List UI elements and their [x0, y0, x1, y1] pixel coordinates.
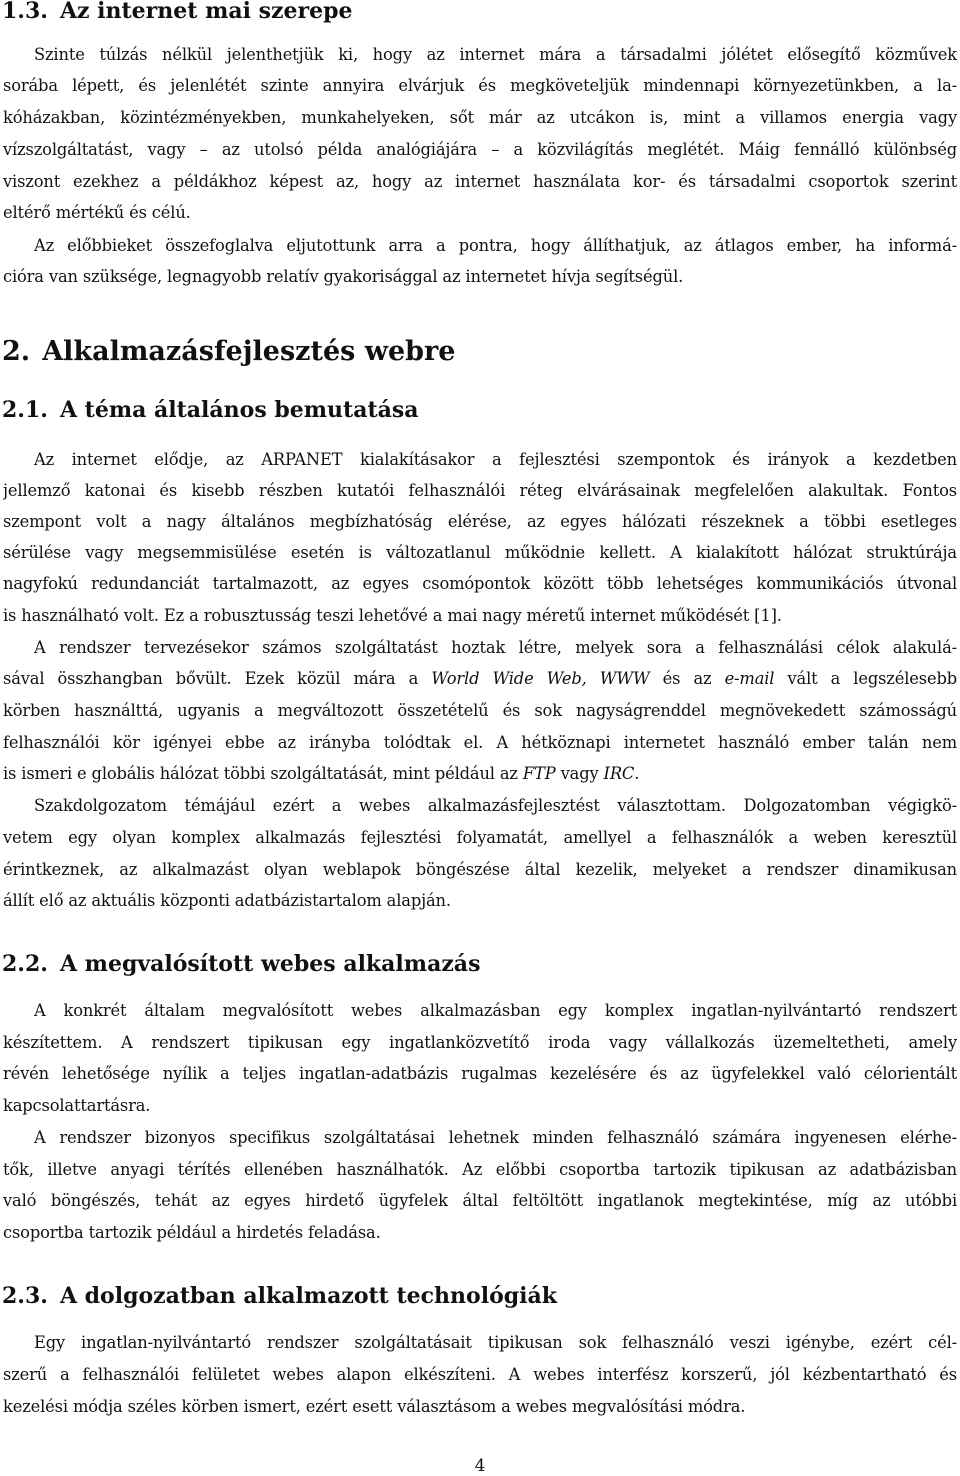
section-title: A megvalósított webes alkalmazás: [59, 951, 481, 977]
text-line: Szakdolgozatom témájául ezért a webes alkalmazásfejlesztést választottam. Dolgozatomban végigkö-: [34, 796, 957, 815]
text-line: kapcsolattartásra.: [3, 1096, 151, 1115]
text-line: körben használttá, ugyanis a megváltozott összetételű és sok nagyságrenddel megnövekedett számosságú: [3, 701, 957, 720]
section-heading-2-3: [2, 1283, 557, 1309]
text-line: nagyfokú redundanciát tartalmazott, az egyes csomópontok között több lehetséges kommunikációs útvonal: [3, 574, 957, 593]
term-email: e-mail: [724, 669, 775, 688]
text-line: viszont ezekhez a példákhoz képest az, hogy az internet használata kor- és társadalmi csoportok szerint: [3, 172, 957, 191]
text-line: révén lehetősége nyílik a teljes ingatlan-adatbázis rugalmas kezelésére és az ügyfelekkel való célorientált: [3, 1064, 957, 1083]
section-number: 2.1.: [2, 397, 48, 423]
section-heading-2-2: [2, 951, 480, 977]
text-line: eltérő mértékű és célú.: [3, 203, 191, 222]
text-line: Az internet elődje, az ARPANET kialakításakor a fejlesztési szempontok és irányok a kezdetben: [34, 450, 957, 469]
text-line: szerű a felhasználói felületet webes alapon elkészíteni. A webes interfész korszerű, jól kézbentartható és: [3, 1365, 957, 1384]
page-number: 4: [474, 1456, 486, 1476]
text-line: csoportba tartozik például a hirdetés feladása.: [3, 1223, 381, 1242]
text-line: tők, illetve anyagi térítés ellenében használhatók. Az előbbi csoportba tartozik tipikusan az adatbázisban: [3, 1160, 957, 1179]
text-line: cióra van szüksége, legnagyobb relatív gyakorisággal az internetet hívja segítségül.: [3, 267, 684, 286]
term-www: World Wide Web, WWW: [431, 669, 650, 688]
text-line: jellemző katonai és kisebb részben kutatói felhasználói réteg elvárásainak megfelelően alakultak. Fontos: [3, 481, 957, 500]
text-line: felhasználói kör igényei ebbe az irányba tolódtak el. A hétköznapi internetet használó ember talán nem: [3, 733, 957, 752]
section-title: A téma általános bemutatása: [59, 397, 419, 423]
term-irc: IRC: [603, 764, 635, 783]
text-line: vetem egy olyan komplex alkalmazás fejlesztési folyamatát, amellyel a felhasználók a weben keresztül: [3, 828, 957, 847]
text-line: állít elő az aktuális központi adatbázistartalom alapján.: [3, 891, 451, 910]
text-line: való böngészés, tehát az egyes hirdető ügyfelek által feltöltött ingatlanok megtekintése, míg az utóbbi: [3, 1191, 957, 1210]
section-number: 2.3.: [2, 1283, 48, 1309]
text-line: kóházakban, közintézményekben, munkahelyeken, sőt már az utcákon is, mint a villamos energia vagy: [3, 108, 957, 127]
text-line: Szinte túlzás nélkül jelenthetjük ki, hogy az internet mára a társadalmi jólétet elősegítő közművek: [34, 45, 957, 64]
text-line: sérülése vagy megsemmisülése esetén is változatlanul működnie kellett. A kialakított hálózat struktúrája: [3, 543, 957, 562]
section-heading-2: [2, 336, 455, 367]
text-line: [3, 669, 957, 691]
text-line: A rendszer tervezésekor számos szolgáltatást hoztak létre, melyek sora a felhasználási célok alakulá-: [34, 638, 957, 657]
section-heading-1-3: [2, 0, 352, 24]
text-span: és az: [649, 669, 725, 688]
text-line: A rendszer bizonyos specifikus szolgáltatásai lehetnek minden felhasználó számára ingyenesen elérhe-: [34, 1128, 957, 1147]
text-line: szempont volt a nagy általános megbízhatóság elérése, az egyes hálózati részeknek a többi esetleges: [3, 512, 957, 531]
text-span: is ismeri e globális hálózat többi szolgáltatását, mint például az: [3, 764, 523, 783]
text-line: érintkeznek, az alkalmazást olyan weblapok böngészése által kezelik, melyeket a rendszer dinamikusan: [3, 860, 957, 879]
section-heading-2-1: [2, 397, 419, 423]
text-span: sával összhangban bővült. Ezek közül mára a: [3, 669, 432, 688]
section-title: Az internet mai szerepe: [59, 0, 353, 24]
section-title: A dolgozatban alkalmazott technológiák: [59, 1283, 557, 1309]
section-number: 2.2.: [2, 951, 48, 977]
text-line: sorába lépett, és jelenlétét szinte annyira elvárjuk és megköveteljük mindennapi környezetünkben, a la-: [3, 76, 957, 95]
term-ftp: FTP: [522, 764, 556, 783]
text-line: Egy ingatlan-nyilvántartó rendszer szolgáltatásait tipikusan sok felhasználó veszi igénybe, ezért cél-: [34, 1333, 957, 1352]
text-line: vízszolgáltatást, vagy – az utolsó példa analógiájára – a közvilágítás meglétét. Máig fennálló különbség: [3, 140, 957, 159]
text-span: vált a legszélesebb: [774, 669, 957, 688]
section-number: 2.: [2, 336, 31, 367]
text-line: A konkrét általam megvalósított webes alkalmazásban egy komplex ingatlan-nyilvántartó rendszert: [34, 1001, 957, 1020]
text-line: [3, 764, 957, 786]
text-span: vagy: [555, 764, 604, 783]
text-line: készítettem. A rendszert tipikusan egy ingatlanközvetítő iroda vagy vállalkozás üzemeltetheti, amely: [3, 1033, 957, 1052]
text-line: kezelési módja széles körben ismert, ezért esett választásom a webes megvalósítási módra.: [3, 1397, 746, 1416]
section-number: 1.3.: [2, 0, 48, 24]
section-title: Alkalmazásfejlesztés webre: [42, 336, 456, 367]
text-line: is használható volt. Ez a robusztusság teszi lehetővé a mai nagy méretű internet működését [1].: [3, 606, 782, 625]
text-span: .: [634, 764, 640, 783]
text-line: Az előbbieket összefoglalva eljutottunk arra a pontra, hogy állíthatjuk, az átlagos ember, ha informá-: [34, 236, 957, 255]
